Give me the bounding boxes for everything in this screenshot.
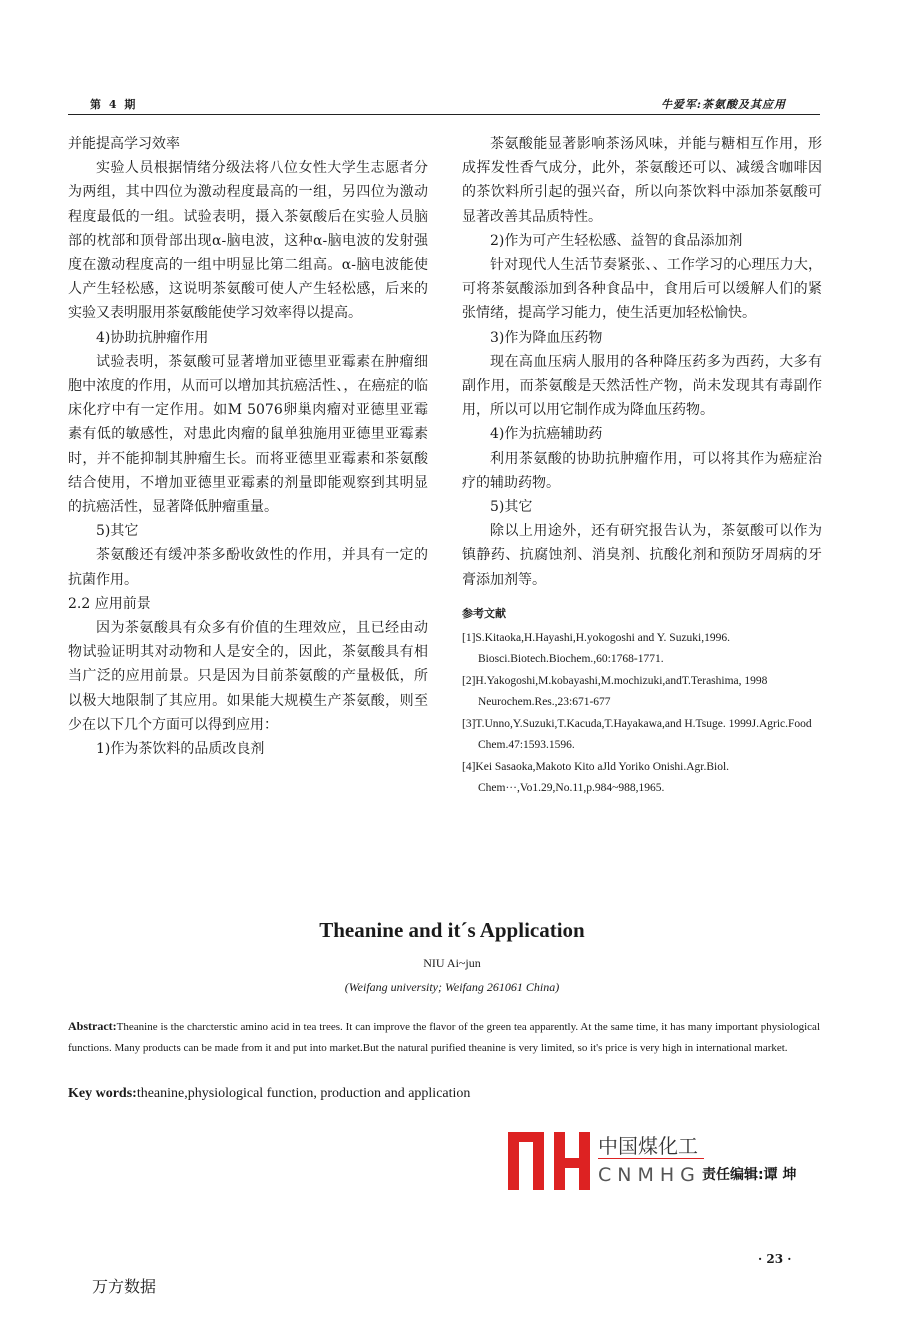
keywords-text: theanine,physiological function, production and application	[136, 1086, 471, 1101]
subsection-heading: 5)其它	[96, 523, 139, 540]
paragraph: 茶氨酸还有缓冲茶多酚收敛性的作用，并具有一定的抗菌作用。	[68, 547, 428, 588]
abstract-label: Abstract:	[68, 1019, 117, 1033]
right-column	[462, 132, 822, 800]
subsection-heading: 2.2 应用前景	[68, 595, 151, 612]
source-watermark: 万方数据	[92, 1277, 157, 1296]
reference-item: [1]S.Kitaoka,H.Hayashi,H.yokogoshi and Y. Suzuki,1996. Biosci.Biotech.Biochem.,60:1768-1771.	[462, 631, 730, 666]
paragraph: 实验人员根据情绪分级法将八位女性大学生志愿者分为两组，其中四位为激动程度最高的一组，另四位为激动程度最低的一组。试验表明，摄入茶氨酸后在实验人员脑部的枕部和顶骨部出现α-脑电波，这种α-脑电波的发射强度在激动程度高的一组中明显比第二组高。α-脑电波能使人产生轻松感，这说明茶氨酸可使人产生轻松感，后来的实验又表明服用茶氨酸能使学习效率得以提高。	[68, 160, 428, 322]
responsible-editor: 责任编辑:谭 坤	[702, 1167, 797, 1183]
logo-chinese-text: 中国煤化工	[598, 1134, 698, 1158]
page-number: · 23 ·	[758, 1252, 792, 1266]
issue-number: 第 4 期	[90, 98, 138, 111]
paragraph: 试验表明，茶氨酸可显著增加亚德里亚霉素在肿瘤细胞中浓度的作用，从而可以增加其抗癌活性、，在癌症的临床化疗中有一定作用。如M 5076卵巢肉瘤对亚德里亚霉素有低的敏感性，对患此肉瘤的鼠单独施用亚德里亚霉素时，并不能抑制其肿瘤生长。而将亚德里亚霉素和茶氨酸结合使用，不增加亚德里亚霉素的剂量即能观察到其明显的抗癌活性，显著降低肿瘤重量。	[68, 353, 428, 516]
running-header	[68, 96, 820, 115]
paragraph: 茶氨酸能显著影响茶汤风味，并能与糖相互作用，形成挥发性香气成分，此外，茶氨酸还可以、减缓含咖啡因的茶饮料所引起的强兴奋，所以向茶饮料中添加茶氨酸可显著改善其品质特性。	[462, 136, 822, 225]
english-abstract	[68, 1016, 820, 1059]
references-list	[462, 628, 822, 800]
paragraph: 现在高血压病人服用的各种降压药多为西药，大多有副作用，而茶氨酸是天然活性产物，尚未发现其有毒副作用，所以可以用它制作成为降血压药物。	[462, 353, 822, 419]
english-affiliation	[0, 980, 904, 995]
keywords-label: Key words:	[68, 1086, 137, 1101]
paragraph: 针对现代人生活节奏紧张、、工作学习的心理压力大，可将茶氨酸添加到各种食品中，食用后可以缓解人们的紧张情绪，提高学习能力，使生活更加轻松愉快。	[462, 257, 822, 322]
english-title: Theanine and it´s Application	[319, 918, 585, 942]
logo-divider	[598, 1158, 704, 1159]
paragraph: 除以上用途外，还有研究报告认为，茶氨酸可以作为镇静药、抗腐蚀剂、消臭剂、抗酸化剂和预防牙周病的牙膏添加剂等。	[462, 523, 822, 588]
subsection-heading: 3)作为降血压药物	[490, 329, 603, 346]
reference-item: [3]T.Unno,Y.Suzuki,T.Kacuda,T.Hayakawa,and H.Tsuge. 1999J.Agric.Food Chem.47:1593.1596.	[462, 717, 812, 752]
affiliation-text: (Weifang university; Weifang 261061 China)	[344, 980, 560, 994]
subsection-heading: 4)作为抗癌辅助药	[490, 426, 603, 443]
cnmhg-logo-mark	[506, 1128, 592, 1192]
subsection-heading: 4)协助抗肿瘤作用	[96, 329, 209, 346]
english-author: NIU Ai~jun	[423, 956, 481, 970]
cnmhg-logo	[506, 1128, 806, 1194]
right-column-body	[462, 132, 822, 592]
subsection-heading: 2)作为可产生轻松感、益智的食品添加剂	[490, 232, 743, 249]
paragraph: 利用茶氨酸的协助抗肿瘤作用，可以将其作为癌症治疗的辅助药物。	[462, 450, 822, 491]
running-title: 牛爱军:茶氨酸及其应用	[660, 98, 786, 111]
abstract-text: Theanine is the charcterstic amino acid in tea trees. It can improve the flavor of the green tea apparently. At the same time, it has many important physiological functions. Many products can be made from it and put into market.But the natural purified theanine is very limited, so it's price is very high in international market.	[68, 1021, 820, 1054]
reference-item: [4]Kei Sasaoka,Makoto Kito aJld Yoriko Onishi.Agr.Biol. Chem···,Vo1.29,No.11,p.984~988,1965.	[462, 760, 730, 795]
subsection-heading: 1)作为茶饮料的品质改良剂	[96, 741, 265, 758]
english-keywords	[68, 1086, 820, 1102]
reference-item: [2]H.Yakogoshi,M.kobayashi,M.mochizuki,andT.Terashima, 1998 Neurochem.Res.,23:671-677	[462, 674, 768, 709]
logo-english-text: CNMHG	[598, 1164, 701, 1186]
paragraph: 因为茶氨酸具有众多有价值的生理效应，且已经由动物试验证明其对动物和人是安全的，因此，茶氨酸具有相当广泛的应用前景。只是因为目前茶氨酸的产量极低，所以极大地限制了其应用。如果能大规模生产茶氨酸，则至少在以下几个方面可以得到应用：	[68, 620, 428, 733]
subsection-heading: 5)其它	[490, 499, 533, 516]
references-title: 参考文献	[462, 606, 506, 620]
left-column	[68, 132, 428, 761]
paragraph: 并能提高学习效率	[68, 136, 180, 152]
